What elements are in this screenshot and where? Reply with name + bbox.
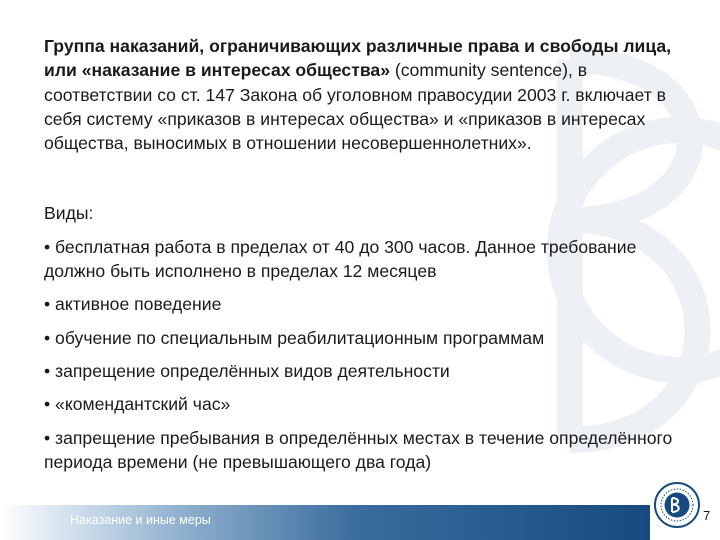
- intro-bold-text: Группа наказаний, ограничивающих различные права и свободы лица, или «наказание в интересах общества»: [44, 36, 672, 81]
- intro-rest-text: (community sentence), в соответствии со ст. 147 Закона об уголовном правосудии 2003 г. включает в себя систему «приказов в интересах общества» и «приказов в интересах общества, выносимых в отношении несовершеннолетних».: [44, 60, 666, 154]
- page-number: 7: [703, 508, 711, 523]
- slide-content: [44, 34, 674, 474]
- list-item: • запрещение определённых видов деятельности: [44, 360, 450, 381]
- list-item: • запрещение пребывания в определённых местах в течение определённого периода времени (не превышающего два года): [44, 427, 673, 472]
- university-seal-icon: [654, 482, 700, 528]
- list-item: • обучение по специальным реабилитационным программам: [44, 327, 545, 348]
- list-item: • бесплатная работа в пределах от 40 до 300 часов. Данное требование должно быть исполнено в пределах 12 месяцев: [44, 236, 637, 282]
- list-item: • активное поведение: [44, 294, 222, 315]
- footer-label: Наказание и иные меры: [70, 513, 211, 527]
- list-item: • «комендантский час»: [44, 394, 231, 415]
- intro-paragraph: [44, 34, 674, 155]
- types-title: Виды:: [44, 203, 94, 224]
